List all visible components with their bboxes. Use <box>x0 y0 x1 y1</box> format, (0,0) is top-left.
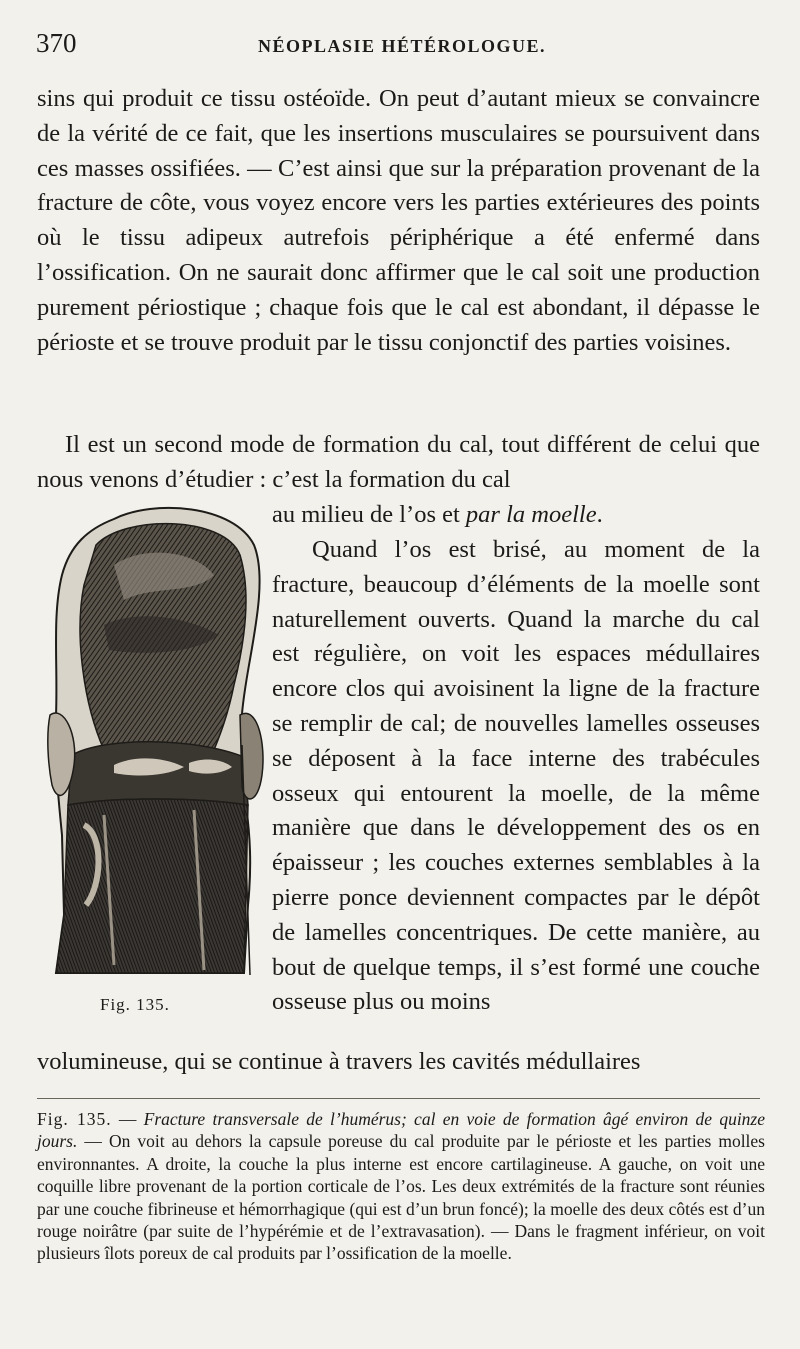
humerus-fracture-engraving <box>44 505 266 983</box>
paragraph-2-wrap-line <box>272 498 760 533</box>
caption-divider <box>37 1098 760 1099</box>
running-title: NÉOPLASIE HÉTÉROLOGUE. <box>258 36 547 56</box>
caption-title: Fracture transversale de l’humérus; cal en voie de formation âgé environ de quinze jours. <box>37 1109 766 1152</box>
paragraph-2-wrap-text: au milieu de l’os et <box>272 501 466 528</box>
paragraph-2-italic: par la moelle <box>465 501 597 528</box>
caption-text: — On voit au dehors la capsule poreuse du cal produite par le périoste et les parties molles environnantes. A droite, la couche la plus interne est encore cartilagineuse. A gauche, on voit une coquille libre provenant de la portion corticale de l’os. Les deux extrémités de la fracture sont réunies par une couche fibrineuse et hémorrhagique (qui est d’un brun foncé); la moelle des deux côtés est d’un rouge noirâtre (par suite de l’hypérémie et de l’extravasation). — Dans le fragment inférieur, on voit plusieurs îlots poreux de cal produits par l’ossification de la moelle. <box>37 1131 765 1264</box>
figure-caption <box>37 1108 765 1265</box>
paragraph-3-full-line: volumineuse, qui se continue à travers les cavités médullaires <box>37 1048 641 1075</box>
paragraph-3-wrapped: Quand l’os est brisé, au moment de la fracture, beaucoup d’éléments de la moelle sont naturellement ouverts. Quand la marche du cal est régulière, on voit les espaces médullaires encore clos qui avoisinent la ligne de la fracture se remplir de cal; de nouvelles lamelles osseuses se déposent à la face interne des trabécules osseux qui entourent la moelle, de la même manière que dans le développement des os en épaisseur ; les couches externes semblables à la pierre ponce deviennent compactes par le dépôt de lamelles concentriques. De cette manière, au bout de quelque temps, il s’est formé une couche osseuse plus ou moins <box>272 536 760 1016</box>
figure-label: Fig. 135. <box>100 995 170 1014</box>
paragraph-2-lead: Il est un second mode de formation du cal, tout différent de celui que nous venons d’étudier : c’est la formation du cal <box>37 431 760 493</box>
paragraph-2-end: . <box>596 501 603 528</box>
paragraph-1: sins qui produit ce tissu ostéoïde. On peut d’autant mieux se convaincre de la vérité de ce fait, que les insertions musculaires se poursuivent dans ces masses ossifiées. — C’est ainsi que sur la préparation provenant de la fracture de côte, vous voyez encore vers les parties extérieures des points où le tissu adipeux autrefois périphérique a été enfermé dans l’ossification. On ne saurait donc affirmer que le cal soit une production purement périostique ; chaque fois que le cal est abondant, il dépasse le périoste et se trouve produit par le tissu conjonctif des parties voisines. <box>37 85 760 356</box>
page-number: 370 <box>36 28 77 58</box>
page-header <box>36 28 760 68</box>
caption-ref: Fig. 135. <box>37 1109 112 1129</box>
caption-dash: — <box>111 1109 144 1129</box>
